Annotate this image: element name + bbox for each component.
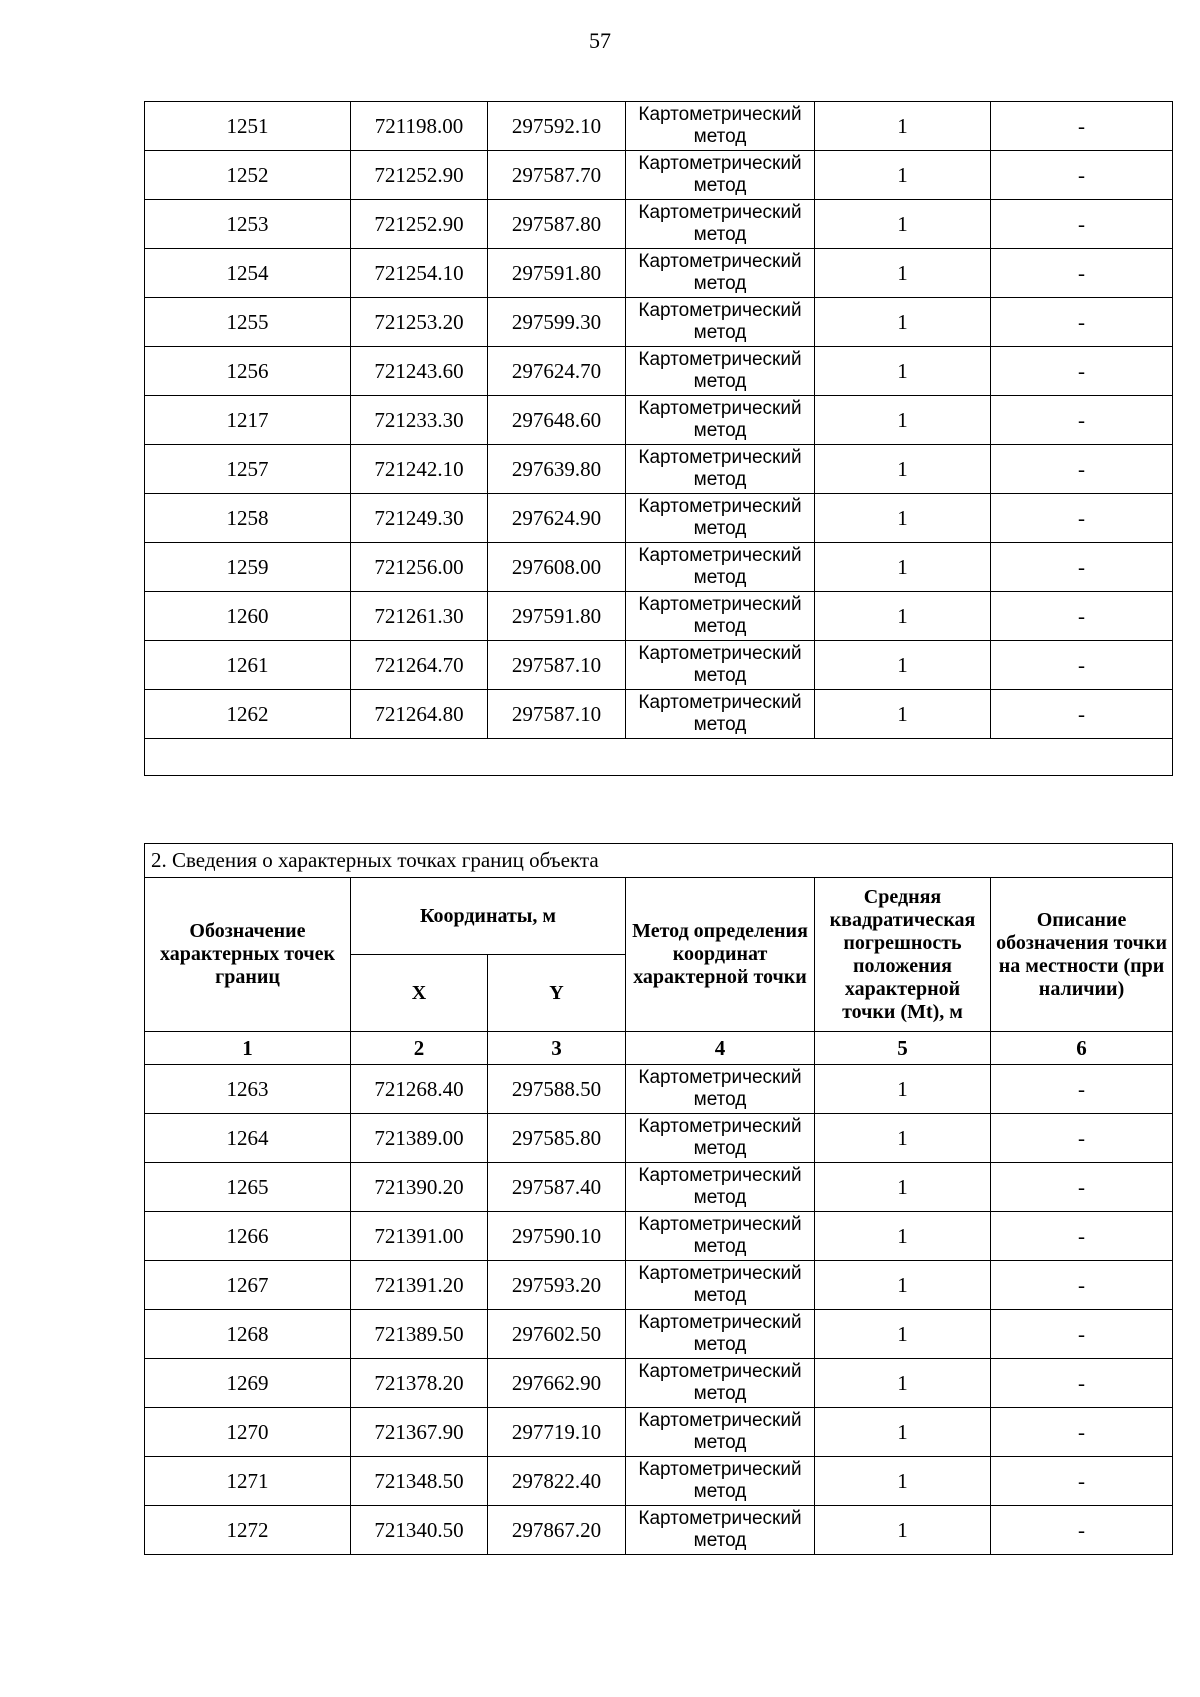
method-cell [626,298,815,347]
method-cell [626,249,815,298]
description-cell: - [991,396,1173,445]
method-text: метод [693,469,747,490]
method-text: Картометрический [638,1116,802,1137]
method-text: метод [693,273,747,294]
x-coordinate-cell: 721254.10 [351,249,488,298]
y-coordinate-cell: 297608.00 [488,543,626,592]
accuracy-cell: 1 [815,1506,991,1555]
x-coordinate-cell: 721264.80 [351,690,488,739]
y-coordinate-cell: 297719.10 [488,1408,626,1457]
table-row [145,347,1173,396]
point-number-cell: 1256 [145,347,351,396]
method-text: метод [693,567,747,588]
method-text: Картометрический [638,251,802,272]
accuracy-cell: 1 [815,592,991,641]
accuracy-cell: 1 [815,1114,991,1163]
accuracy-cell: 1 [815,1408,991,1457]
method-text: метод [693,420,747,441]
method-cell [626,1065,815,1114]
accuracy-cell: 1 [815,1212,991,1261]
point-number-cell: 1252 [145,151,351,200]
method-text: Картометрический [638,594,802,615]
method-text: метод [693,518,747,539]
point-number-cell: 1267 [145,1261,351,1310]
column-number: 4 [626,1032,815,1065]
header-point-designation: Обозначение характерных точек границ [145,878,351,1032]
point-number-cell: 1268 [145,1310,351,1359]
table-row [145,396,1173,445]
method-text: метод [693,665,747,686]
method-text: Картометрический [638,1214,802,1235]
empty-cell [145,739,1173,776]
method-cell [626,690,815,739]
page-number: 57 [589,28,611,53]
point-number-cell: 1258 [145,494,351,543]
method-text: метод [693,1334,747,1355]
description-cell: - [991,1457,1173,1506]
description-cell: - [991,1065,1173,1114]
description-cell: - [991,1114,1173,1163]
method-text: метод [693,175,747,196]
method-cell [626,347,815,396]
point-number-cell: 1263 [145,1065,351,1114]
x-coordinate-cell: 721242.10 [351,445,488,494]
description-cell: - [991,347,1173,396]
x-coordinate-cell: 721391.00 [351,1212,488,1261]
accuracy-cell: 1 [815,249,991,298]
table-row [145,298,1173,347]
y-coordinate-cell: 297591.80 [488,249,626,298]
point-number-cell: 1261 [145,641,351,690]
method-cell [626,1163,815,1212]
table-row [145,543,1173,592]
method-text: Картометрический [638,349,802,370]
header-coordinates: Координаты, м [351,878,626,955]
point-number-cell: 1270 [145,1408,351,1457]
table-row [145,1212,1173,1261]
x-coordinate-cell: 721264.70 [351,641,488,690]
method-text: Картометрический [638,643,802,664]
point-number-cell: 1264 [145,1114,351,1163]
y-coordinate-cell: 297662.90 [488,1359,626,1408]
y-coordinate-cell: 297591.80 [488,592,626,641]
method-text: Картометрический [638,1361,802,1382]
accuracy-cell: 1 [815,494,991,543]
point-number-cell: 1255 [145,298,351,347]
method-text: метод [693,322,747,343]
table-row [145,1114,1173,1163]
method-text: Картометрический [638,104,802,125]
method-text: метод [693,714,747,735]
method-cell [626,1457,815,1506]
method-text: метод [693,1432,747,1453]
method-cell [626,1506,815,1555]
description-cell: - [991,1310,1173,1359]
point-number-cell: 1269 [145,1359,351,1408]
table-row [145,1506,1173,1555]
method-text: Картометрический [638,153,802,174]
column-number: 2 [351,1032,488,1065]
method-cell [626,151,815,200]
x-coordinate-cell: 721389.00 [351,1114,488,1163]
y-coordinate-cell: 297587.40 [488,1163,626,1212]
x-coordinate-cell: 721390.20 [351,1163,488,1212]
accuracy-cell: 1 [815,1310,991,1359]
x-coordinate-cell: 721233.30 [351,396,488,445]
accuracy-cell: 1 [815,298,991,347]
coordinates-table-continued [144,101,1173,776]
method-cell [626,200,815,249]
accuracy-cell: 1 [815,445,991,494]
method-text: Картометрический [638,1165,802,1186]
table-row [145,1457,1173,1506]
table-row [145,1065,1173,1114]
x-coordinate-cell: 721198.00 [351,102,488,151]
method-text: метод [693,126,747,147]
header-method: Метод определения координат характерной точки [626,878,815,1032]
method-text: метод [693,371,747,392]
point-number-cell: 1266 [145,1212,351,1261]
method-text: метод [693,1481,747,1502]
y-coordinate-cell: 297639.80 [488,445,626,494]
table-row [145,1310,1173,1359]
method-text: Картометрический [638,692,802,713]
description-cell: - [991,1163,1173,1212]
table-row [145,690,1173,739]
method-text: Картометрический [638,1312,802,1333]
method-text: Картометрический [638,496,802,517]
description-cell: - [991,494,1173,543]
description-cell: - [991,1408,1173,1457]
method-text: Картометрический [638,202,802,223]
column-number: 3 [488,1032,626,1065]
method-cell [626,1310,815,1359]
description-cell: - [991,690,1173,739]
accuracy-cell: 1 [815,200,991,249]
method-text: Картометрический [638,398,802,419]
method-text: Картометрический [638,1263,802,1284]
method-text: Картометрический [638,447,802,468]
point-number-cell: 1217 [145,396,351,445]
method-text: Картометрический [638,545,802,566]
y-coordinate-cell: 297593.20 [488,1261,626,1310]
point-number-cell: 1259 [145,543,351,592]
y-coordinate-cell: 297592.10 [488,102,626,151]
accuracy-cell: 1 [815,396,991,445]
y-coordinate-cell: 297624.70 [488,347,626,396]
boundary-points-table [144,843,1173,1555]
boundary-points-table-body [145,1065,1173,1555]
y-coordinate-cell: 297602.50 [488,1310,626,1359]
point-number-cell: 1257 [145,445,351,494]
method-text: Картометрический [638,300,802,321]
point-number-cell: 1272 [145,1506,351,1555]
description-cell: - [991,543,1173,592]
table-row [145,249,1173,298]
method-cell [626,641,815,690]
method-text: метод [693,1089,747,1110]
method-cell [626,543,815,592]
point-number-cell: 1253 [145,200,351,249]
x-coordinate-cell: 721378.20 [351,1359,488,1408]
x-coordinate-cell: 721340.50 [351,1506,488,1555]
table-row [145,494,1173,543]
description-cell: - [991,592,1173,641]
table-row [145,445,1173,494]
method-cell [626,494,815,543]
x-coordinate-cell: 721261.30 [351,592,488,641]
method-cell [626,592,815,641]
description-cell: - [991,1212,1173,1261]
method-text: метод [693,1530,747,1551]
description-cell: - [991,151,1173,200]
description-cell: - [991,1261,1173,1310]
y-coordinate-cell: 297822.40 [488,1457,626,1506]
point-number-cell: 1251 [145,102,351,151]
method-text: метод [693,1236,747,1257]
description-cell: - [991,102,1173,151]
accuracy-cell: 1 [815,641,991,690]
y-coordinate-cell: 297587.70 [488,151,626,200]
accuracy-cell: 1 [815,1065,991,1114]
x-coordinate-cell: 721249.30 [351,494,488,543]
method-text: метод [693,1187,747,1208]
point-number-cell: 1260 [145,592,351,641]
y-coordinate-cell: 297599.30 [488,298,626,347]
table-row [145,151,1173,200]
x-coordinate-cell: 721268.40 [351,1065,488,1114]
header-x: X [351,955,488,1032]
accuracy-cell: 1 [815,1261,991,1310]
method-cell [626,1212,815,1261]
point-number-cell: 1254 [145,249,351,298]
y-coordinate-cell: 297590.10 [488,1212,626,1261]
x-coordinate-cell: 721391.20 [351,1261,488,1310]
point-number-cell: 1271 [145,1457,351,1506]
accuracy-cell: 1 [815,1359,991,1408]
method-text: Картометрический [638,1410,802,1431]
table-row [145,200,1173,249]
description-cell: - [991,1359,1173,1408]
x-coordinate-cell: 721367.90 [351,1408,488,1457]
table-row [145,1359,1173,1408]
table-row [145,1163,1173,1212]
y-coordinate-cell: 297587.80 [488,200,626,249]
method-cell [626,1359,815,1408]
method-text: Картометрический [638,1508,802,1529]
description-cell: - [991,445,1173,494]
coordinates-table-body [145,102,1173,776]
method-cell [626,1114,815,1163]
method-cell [626,1408,815,1457]
method-text: метод [693,1285,747,1306]
method-cell [626,1261,815,1310]
point-number-cell: 1262 [145,690,351,739]
accuracy-cell: 1 [815,690,991,739]
method-text: метод [693,224,747,245]
header-y: Y [488,955,626,1032]
accuracy-cell: 1 [815,347,991,396]
method-cell [626,445,815,494]
accuracy-cell: 1 [815,543,991,592]
x-coordinate-cell: 721253.20 [351,298,488,347]
accuracy-cell: 1 [815,1457,991,1506]
header-description: Описание обозначения точки на местности (при наличии) [991,878,1173,1032]
method-text: метод [693,616,747,637]
accuracy-cell: 1 [815,151,991,200]
x-coordinate-cell: 721389.50 [351,1310,488,1359]
y-coordinate-cell: 297648.60 [488,396,626,445]
description-cell: - [991,200,1173,249]
column-number: 1 [145,1032,351,1065]
table-row [145,641,1173,690]
x-coordinate-cell: 721252.90 [351,200,488,249]
y-coordinate-cell: 297587.10 [488,690,626,739]
x-coordinate-cell: 721243.60 [351,347,488,396]
method-cell [626,396,815,445]
point-number-cell: 1265 [145,1163,351,1212]
description-cell: - [991,1506,1173,1555]
empty-row [145,739,1173,776]
x-coordinate-cell: 721348.50 [351,1457,488,1506]
method-text: метод [693,1383,747,1404]
method-text: Картометрический [638,1459,802,1480]
y-coordinate-cell: 297624.90 [488,494,626,543]
description-cell: - [991,641,1173,690]
description-cell: - [991,298,1173,347]
method-cell [626,102,815,151]
description-cell: - [991,249,1173,298]
section-title: 2. Сведения о характерных точках границ объекта [145,844,1173,878]
accuracy-cell: 1 [815,1163,991,1212]
method-text: Картометрический [638,1067,802,1088]
x-coordinate-cell: 721252.90 [351,151,488,200]
y-coordinate-cell: 297587.10 [488,641,626,690]
y-coordinate-cell: 297588.50 [488,1065,626,1114]
method-text: метод [693,1138,747,1159]
header-accuracy: Средняя квадратическая погрешность положения характерной точки (Mt), м [815,878,991,1032]
table-row [145,592,1173,641]
column-number: 6 [991,1032,1173,1065]
accuracy-cell: 1 [815,102,991,151]
y-coordinate-cell: 297585.80 [488,1114,626,1163]
table-row [145,1261,1173,1310]
column-number: 5 [815,1032,991,1065]
y-coordinate-cell: 297867.20 [488,1506,626,1555]
table-row [145,102,1173,151]
table-row [145,1408,1173,1457]
x-coordinate-cell: 721256.00 [351,543,488,592]
